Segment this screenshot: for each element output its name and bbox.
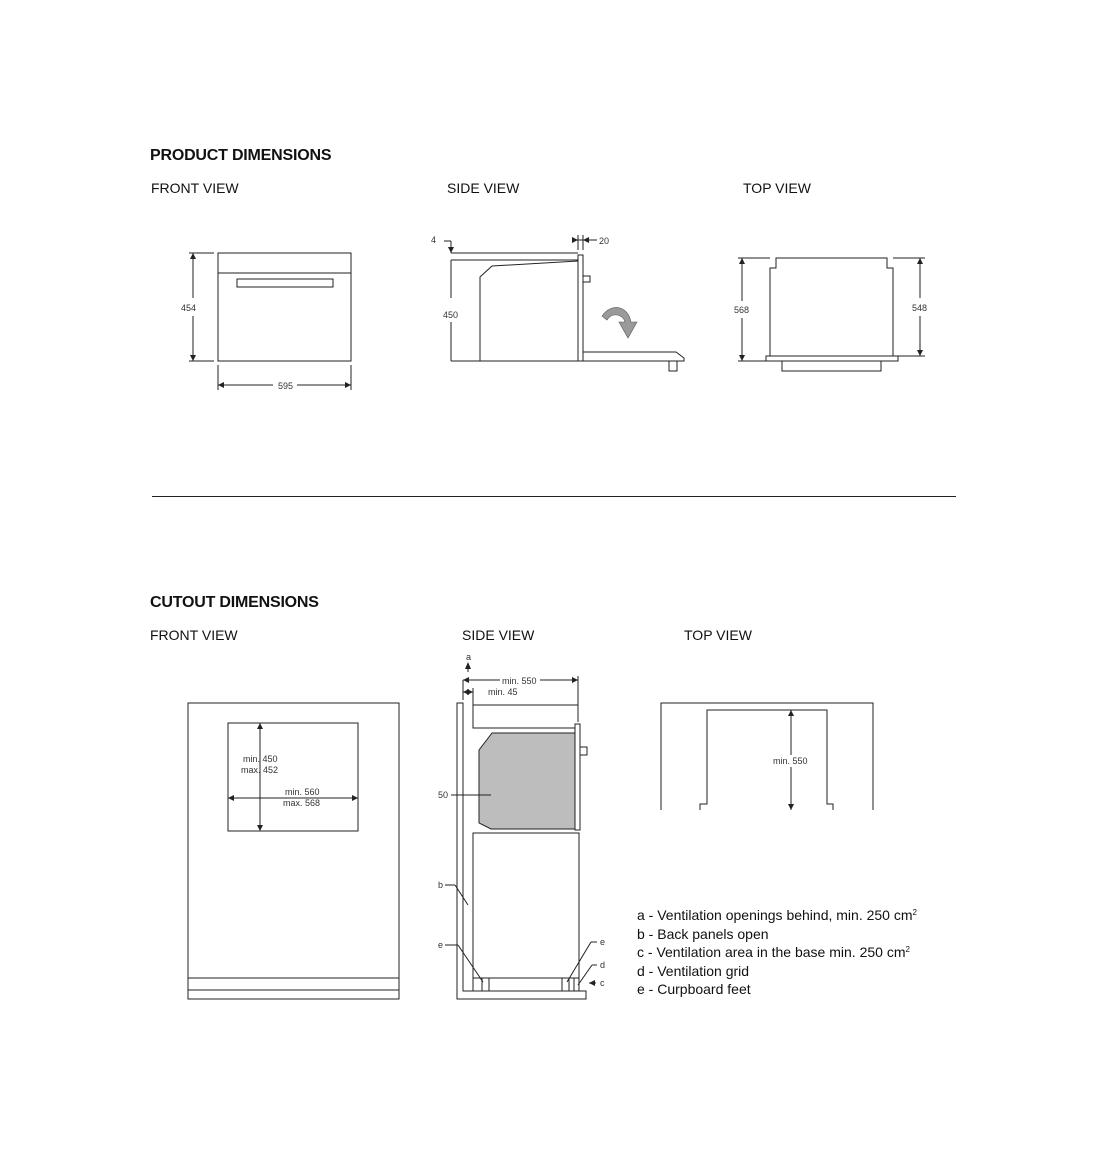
upper-shelf bbox=[473, 705, 576, 728]
front-frame-top bbox=[766, 356, 898, 361]
side-door-depth-dim: 20 bbox=[599, 236, 610, 246]
lower-cabinet bbox=[473, 833, 579, 991]
open-door bbox=[583, 352, 684, 361]
marker-b: b bbox=[438, 880, 444, 890]
side-top-offset-dim: 4 bbox=[431, 235, 437, 245]
cutout-top-view-drawing bbox=[661, 703, 873, 810]
marker-a: a bbox=[466, 652, 472, 662]
front-width-dim: 595 bbox=[278, 381, 294, 391]
top-left-depth-dim: 568 bbox=[734, 305, 750, 315]
product-dimensions-title: PRODUCT DIMENSIONS bbox=[150, 147, 332, 164]
product-top-view-label: TOP VIEW bbox=[743, 180, 811, 196]
marker-e-right: e bbox=[600, 937, 606, 947]
oven-body-side bbox=[480, 261, 578, 361]
door-in-cutout bbox=[575, 724, 580, 830]
product-front-view-drawing bbox=[189, 253, 351, 390]
product-top-view-drawing bbox=[738, 258, 928, 371]
cutout-height-max-dim: max. 452 bbox=[241, 765, 279, 775]
oven-in-cutout bbox=[479, 733, 578, 829]
legend-item-b: b - Back panels open bbox=[637, 925, 769, 942]
top-right-depth-dim: 548 bbox=[912, 303, 928, 313]
product-front-view-label: FRONT VIEW bbox=[151, 180, 239, 196]
product-side-view-label: SIDE VIEW bbox=[447, 180, 520, 196]
cutout-side-view-drawing bbox=[445, 663, 597, 999]
knob-side bbox=[583, 276, 590, 282]
cutout-height-min-dim: min. 450 bbox=[243, 754, 278, 764]
cutout-front-view-drawing bbox=[188, 703, 399, 999]
legend-item-e: e - Curpboard feet bbox=[637, 981, 751, 998]
cutout-top-outline bbox=[700, 710, 833, 810]
marker-d: d bbox=[600, 960, 606, 970]
foot-left bbox=[482, 978, 489, 991]
cutout-front-view-label: FRONT VIEW bbox=[150, 627, 238, 643]
legend-item-a: a - Ventilation openings behind, min. 250 $cm^2$ bbox=[637, 907, 917, 923]
door-panel-side bbox=[578, 255, 583, 361]
marker-e-left: e bbox=[438, 940, 444, 950]
side-height-dim: 450 bbox=[443, 310, 459, 320]
cutout-side-gap-dim: min. 45 bbox=[488, 687, 518, 697]
cutout-side-depth-dim: min. 550 bbox=[502, 676, 537, 686]
legend bbox=[637, 906, 917, 999]
door-handle-open bbox=[669, 361, 677, 371]
knob-in-cutout bbox=[580, 747, 587, 755]
oven-front-outline bbox=[218, 253, 351, 361]
front-height-dim: 454 bbox=[181, 303, 197, 313]
cutout-top-depth-dim: min. 550 bbox=[773, 756, 808, 766]
legend-item-d: d - Ventilation grid bbox=[637, 962, 750, 979]
cutout-top-view-label: TOP VIEW bbox=[684, 627, 752, 643]
cutout-side-offset-dim: 50 bbox=[438, 790, 449, 800]
oven-top-outline bbox=[770, 258, 893, 356]
cabinet-top-outline bbox=[661, 703, 873, 810]
cutout-width-max-dim: max. 568 bbox=[283, 798, 321, 808]
section-divider bbox=[152, 496, 956, 497]
product-side-view-drawing bbox=[444, 235, 684, 371]
cutout-dimensions-title: CUTOUT DIMENSIONS bbox=[150, 594, 319, 611]
cutout-opening bbox=[228, 723, 358, 831]
legend-item-c: c - Ventilation area in the base min. 250 $cm^2$ bbox=[637, 944, 910, 961]
door-handle bbox=[237, 279, 333, 287]
door-top bbox=[782, 361, 881, 371]
marker-c: c bbox=[600, 978, 605, 988]
cabinet-front bbox=[188, 703, 399, 999]
cutout-width-min-dim: min. 560 bbox=[285, 787, 320, 797]
door-open-arrow-icon bbox=[602, 307, 637, 338]
cutout-side-view-label: SIDE VIEW bbox=[462, 627, 535, 643]
